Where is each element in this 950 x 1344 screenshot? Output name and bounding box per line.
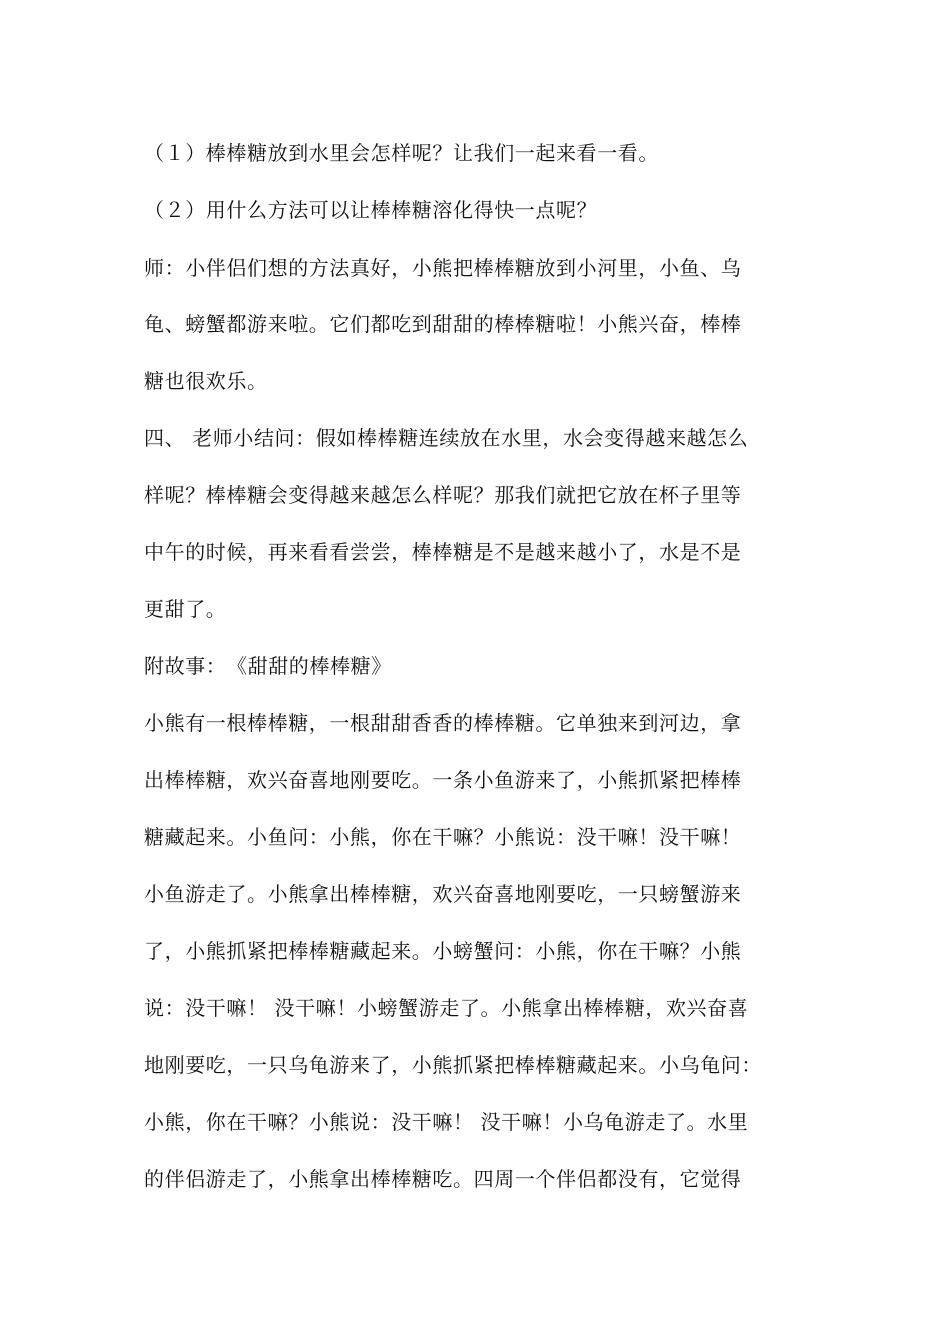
text-line: 糖也很欢乐。 (144, 369, 268, 393)
text-line: 小熊有一根棒棒糖，一根甜甜香香的棒棒糖。它单独来到河边，拿 (144, 711, 742, 735)
text-line: 中午的时候，再来看看尝尝，棒棒糖是不是越来越小了，水是不是 (144, 540, 742, 564)
text-line: 糖藏起来。小鱼问：小熊，你在干嘛？小熊说：没干嘛！没干嘛！ (144, 825, 742, 849)
text-line: （２）用什么方法可以让棒棒糖溶化得快一点呢？ (144, 198, 598, 222)
text-line: 说：没干嘛！ 没干嘛！小螃蟹游走了。小熊拿出棒棒糖，欢兴奋喜 (144, 996, 749, 1020)
text-line: 样呢？棒棒糖会变得越来越怎么样呢？那我们就把它放在杯子里等 (144, 483, 742, 507)
text-line: 更甜了。 (144, 597, 227, 621)
text-line: 地刚要吃，一只乌龟游来了，小熊抓紧把棒棒糖藏起来。小乌龟问： (144, 1053, 762, 1077)
text-line: 师：小伴侣们想的方法真好，小熊把棒棒糖放到小河里，小鱼、乌 (144, 256, 742, 280)
text-line: 小鱼游走了。小熊拿出棒棒糖，欢兴奋喜地刚要吃，一只螃蟹游来 (144, 882, 742, 906)
text-line: 小熊，你在干嘛？小熊说：没干嘛！ 没干嘛！小乌龟游走了。水里 (144, 1110, 749, 1134)
text-line: 龟、螃蟹都游来啦。它们都吃到甜甜的棒棒糖啦！小熊兴奋，棒棒 (144, 312, 742, 336)
text-line: 四、 老师小结问：假如棒棒糖连续放在水里，水会变得越来越怎么 (144, 426, 749, 450)
text-line: 出棒棒糖，欢兴奋喜地刚要吃。一条小鱼游来了，小熊抓紧把棒棒 (144, 768, 742, 792)
text-line: （１）棒棒糖放到水里会怎样呢？让我们一起来看一看。 (144, 141, 659, 165)
text-line: 的伴侣游走了，小熊拿出棒棒糖吃。四周一个伴侣都没有，它觉得 (144, 1167, 742, 1191)
text-line: 了，小熊抓紧把棒棒糖藏起来。小螃蟹问：小熊，你在干嘛？小熊 (144, 939, 742, 963)
story-title-line: 附故事： 《甜甜的棒棒糖》 (144, 654, 392, 678)
